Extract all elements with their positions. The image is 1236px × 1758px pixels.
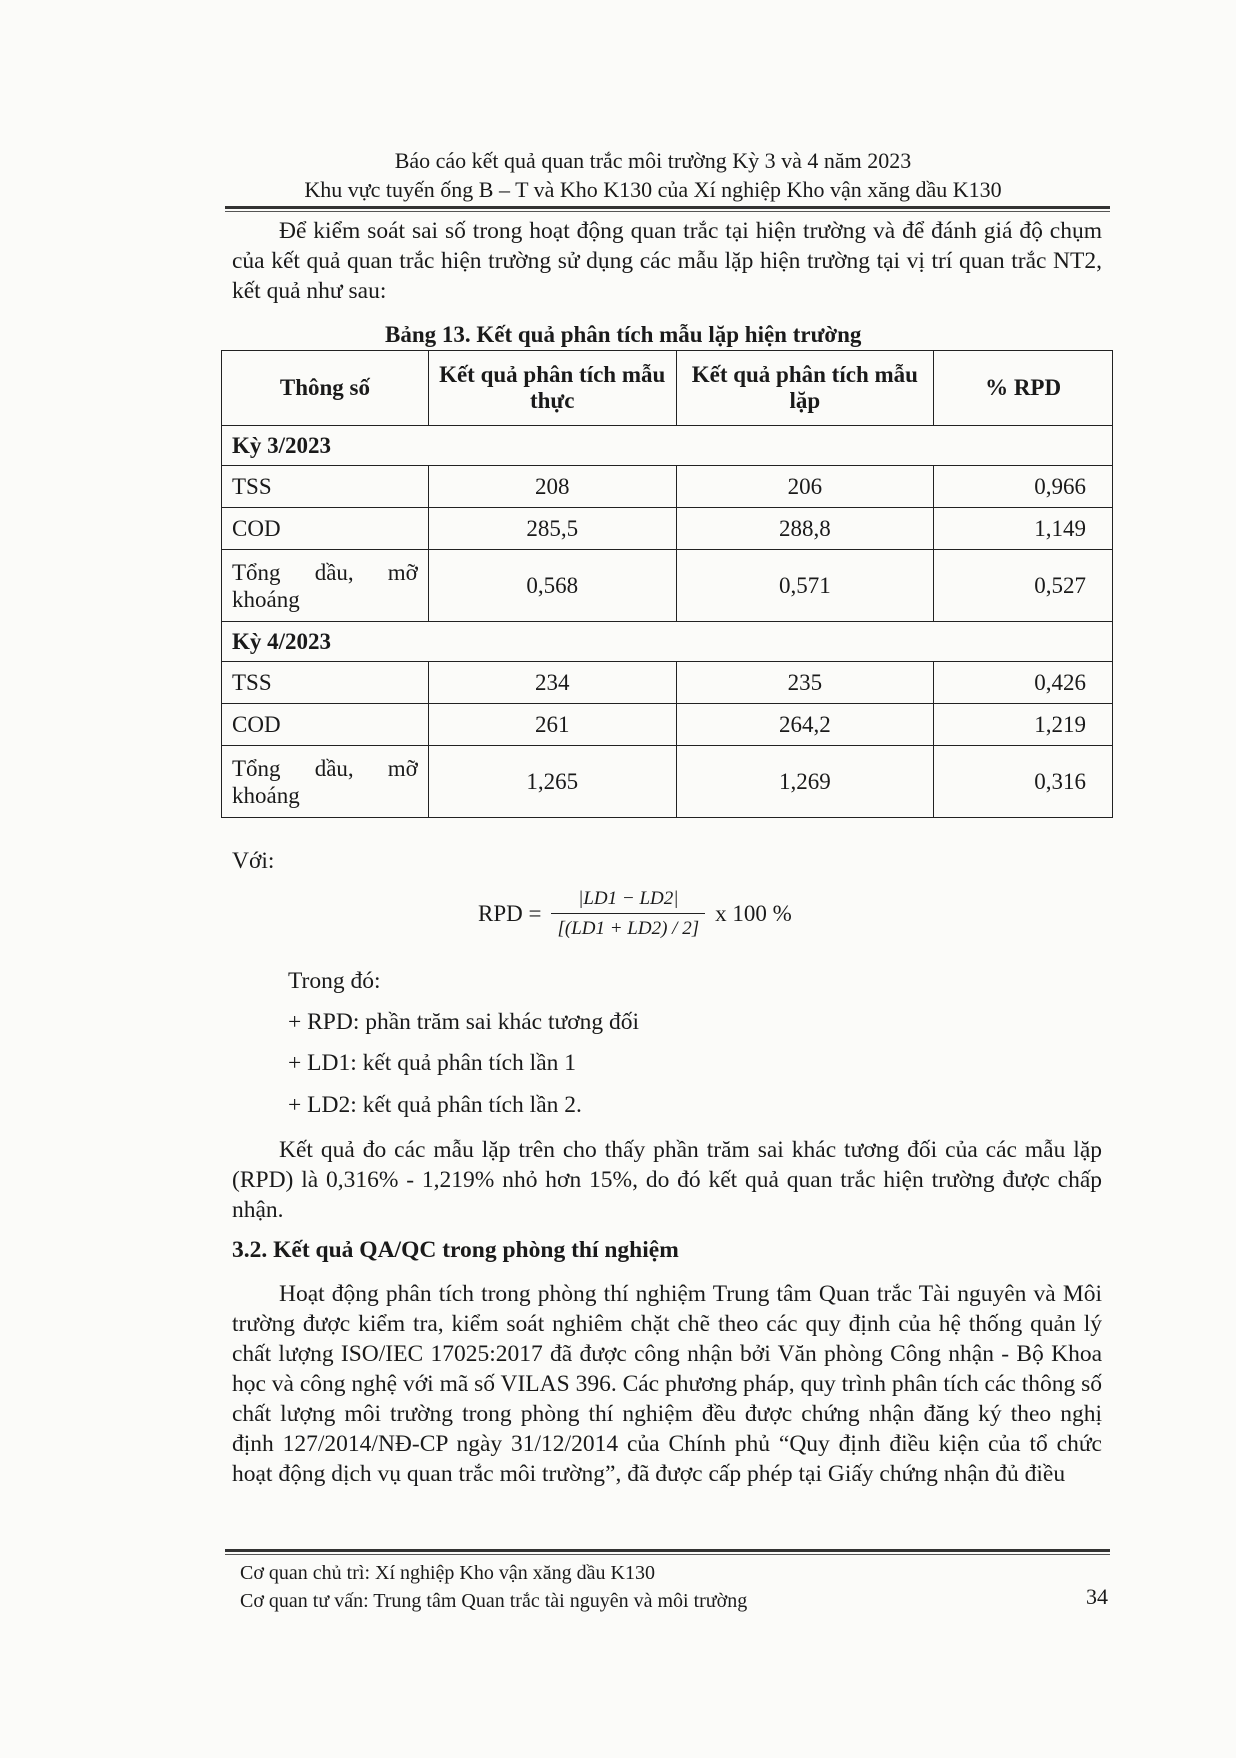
table-row	[222, 550, 1113, 622]
param-word: Tổng	[232, 755, 281, 781]
rpd-value-cell: 0,426	[934, 662, 1113, 704]
table-row	[222, 662, 1113, 704]
param-word: dầu,	[314, 559, 354, 585]
table-caption: Bảng 13. Kết quả phân tích mẫu lặp hiện trường	[385, 322, 862, 347]
rpd-value-cell: 0,316	[934, 746, 1113, 818]
section-title-ky3: Kỳ 3/2023	[222, 426, 1113, 466]
definition-item: + LD1: kết quả phân tích lần 1	[288, 1050, 577, 1076]
table-row	[222, 466, 1113, 508]
param-cell: COD	[222, 508, 429, 550]
dup-value-cell: 235	[676, 662, 934, 704]
formula-fraction	[551, 888, 705, 940]
section-row	[222, 622, 1113, 662]
table-row	[222, 746, 1113, 818]
dup-value-cell: 206	[676, 466, 934, 508]
footer-line-2: Cơ quan tư vấn: Trung tâm Quan trắc tài nguyên và môi trường	[240, 1590, 748, 1612]
rpd-formula	[478, 888, 792, 940]
param-word: mỡ	[387, 559, 418, 585]
param-cell	[222, 746, 429, 818]
dup-value-cell: 264,2	[676, 704, 934, 746]
real-value-cell: 0,568	[428, 550, 676, 622]
header-divider	[225, 206, 1110, 212]
real-value-cell: 1,265	[428, 746, 676, 818]
param-word: mỡ	[387, 755, 418, 781]
real-value-cell: 261	[428, 704, 676, 746]
table-row	[222, 704, 1113, 746]
header-line-1: Báo cáo kết quả quan trắc môi trường Kỳ 3 và 4 năm 2023	[394, 148, 912, 173]
page-header	[210, 146, 1096, 204]
param-cell: TSS	[222, 466, 429, 508]
header-param: Thông số	[222, 351, 429, 426]
formula-lhs: RPD =	[478, 901, 542, 926]
where-label: Trong đó:	[288, 968, 381, 994]
section-title-ky4: Kỳ 4/2023	[222, 622, 1113, 662]
param-cell: TSS	[222, 662, 429, 704]
rpd-value-cell: 1,219	[934, 704, 1113, 746]
param-cell	[222, 550, 429, 622]
definition-item: + LD2: kết quả phân tích lần 2.	[288, 1092, 582, 1118]
header-real-sample: Kết quả phân tích mẫu thực	[428, 351, 676, 426]
formula-denominator: [(LD1 + LD2) / 2]	[551, 913, 705, 940]
param-word: Tổng	[232, 559, 281, 585]
dup-value-cell: 0,571	[676, 550, 934, 622]
page-number: 34	[1086, 1584, 1108, 1609]
real-value-cell: 285,5	[428, 508, 676, 550]
real-value-cell: 234	[428, 662, 676, 704]
section-row	[222, 426, 1113, 466]
formula-numerator: |LD1 − LD2|	[578, 888, 679, 909]
definition-item: + RPD: phần trăm sai khác tương đối	[288, 1009, 640, 1035]
with-label: Với:	[232, 848, 275, 874]
rpd-value-cell: 0,966	[934, 466, 1113, 508]
dup-value-cell: 1,269	[676, 746, 934, 818]
section-heading: 3.2. Kết quả QA/QC trong phòng thí nghiệm	[232, 1237, 679, 1263]
intro-paragraph: Để kiểm soát sai số trong hoạt động quan trắc tại hiện trường và để đánh giá độ chụm của kết quả quan trắc hiện trường sử dụng các mẫu lặp hiện trường tại vị trí quan trắc NT2, kết quả như sau:	[232, 218, 1102, 304]
header-duplicate-sample: Kết quả phân tích mẫu lặp	[676, 351, 934, 426]
rpd-table	[221, 350, 1113, 818]
table-row	[222, 508, 1113, 550]
header-rpd: % RPD	[934, 351, 1113, 426]
param-word: khoáng	[232, 782, 300, 808]
conclusion-paragraph: Kết quả đo các mẫu lặp trên cho thấy phần trăm sai khác tương đối của các mẫu lặp (RPD) là 0,316% - 1,219% nhỏ hơn 15%, do đó kết quả quan trắc hiện trường được chấp nhận.	[232, 1137, 1102, 1223]
param-word: dầu,	[314, 755, 354, 781]
rpd-value-cell: 0,527	[934, 550, 1113, 622]
param-word: khoáng	[232, 586, 300, 612]
dup-value-cell: 288,8	[676, 508, 934, 550]
header-line-2: Khu vực tuyến ống B – T và Kho K130 của Xí nghiệp Kho vận xăng dầu K130	[304, 177, 1002, 202]
footer-line-1: Cơ quan chủ trì: Xí nghiệp Kho vận xăng dầu K130	[240, 1562, 655, 1584]
real-value-cell: 208	[428, 466, 676, 508]
section-body: Hoạt động phân tích trong phòng thí nghiệm Trung tâm Quan trắc Tài nguyên và Môi trường được kiểm tra, kiểm soát nghiêm chặt chẽ theo các quy định của hệ thống quản lý chất lượng ISO/IEC 17025:2017 đã được công nhận bởi Văn phòng Công nhận - Bộ Khoa học và công nghệ với mã số VILAS 396. Các phương pháp, quy trình phân tích các thông số chất lượng môi trường trong phòng thí nghiệm đều được chứng nhận đăng ký theo nghị định 127/2014/NĐ-CP ngày 31/12/2014 của Chính phủ “Quy định điều kiện của tổ chức hoạt động dịch vụ quan trắc môi trường”, đã được cấp phép tại Giấy chứng nhận đủ điều	[232, 1281, 1102, 1487]
footer-divider	[225, 1549, 1110, 1555]
formula-suffix: x 100 %	[715, 901, 792, 926]
rpd-value-cell: 1,149	[934, 508, 1113, 550]
param-cell: COD	[222, 704, 429, 746]
table-header-row	[222, 351, 1113, 426]
page-footer	[240, 1559, 1110, 1615]
